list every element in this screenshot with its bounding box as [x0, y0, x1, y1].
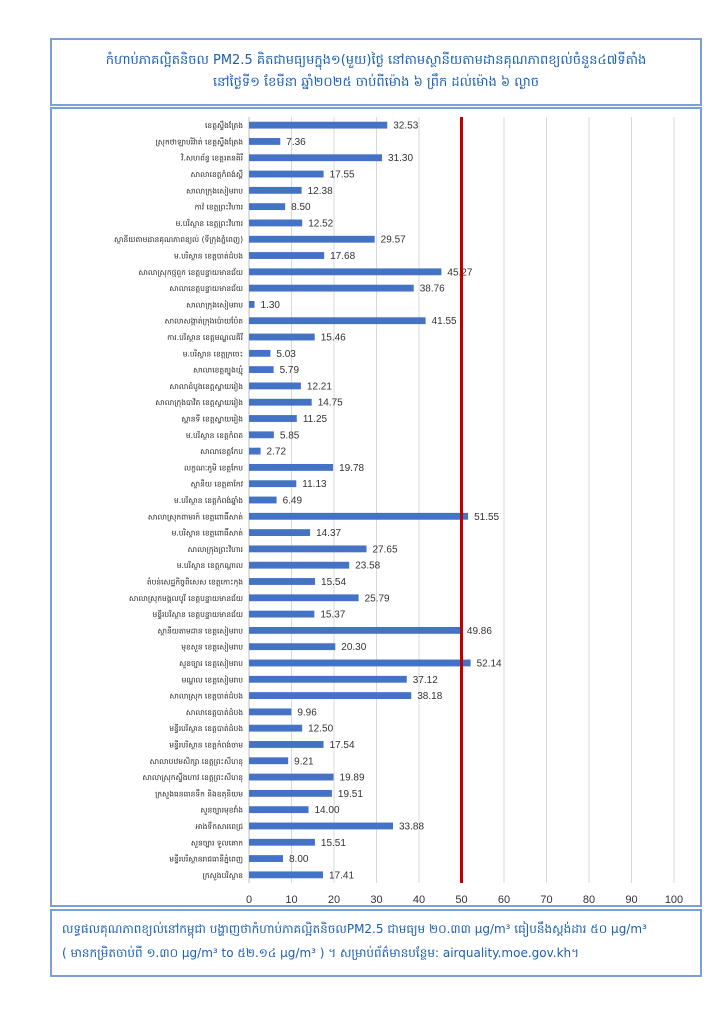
bar	[249, 806, 309, 813]
value-label: 12.52	[308, 218, 334, 230]
x-tick-label: 40	[412, 894, 426, 905]
x-tick-label: 0	[245, 894, 253, 905]
category-label: សាលាក្រុងព្រះវិហារ	[187, 544, 243, 554]
category-label: ស្ពានទី ខេត្តស្វាយរៀង	[181, 414, 243, 424]
value-label: 25.79	[364, 593, 390, 605]
value-label: 12.50	[308, 723, 334, 735]
chart-title-box	[50, 38, 702, 106]
category-label: សាលាខេត្តកែប	[200, 447, 243, 457]
x-tick-label: 30	[370, 894, 383, 905]
category-label: ម.បរិស្ថាន ខេត្តព្រះវិហារ	[175, 218, 243, 228]
value-label: 23.58	[355, 560, 381, 572]
value-label: 15.51	[320, 837, 346, 849]
value-label: 1.30	[260, 299, 280, 311]
category-label: មន្ទីរបរិស្ថាន ខេត្តបន្ទាយមានជ័យ	[152, 610, 243, 620]
value-label: 5.85	[279, 430, 300, 442]
bar	[249, 382, 301, 389]
bar	[249, 643, 335, 650]
bar	[249, 285, 414, 292]
value-label: 7.36	[286, 136, 306, 148]
category-label: ម.បរិស្ថាន ខេត្តកំពង់ឆ្នាំង	[173, 496, 243, 505]
bar	[249, 594, 359, 601]
category-label: ការ.បរិស្ថាន ខេត្តមណ្ឌលគិរី	[167, 333, 243, 343]
bar	[249, 823, 393, 830]
bar	[249, 399, 312, 406]
bar	[249, 839, 315, 846]
category-label: កាវ៉ ខេត្តព្រះវិហារ	[194, 202, 243, 212]
category-label: សាលាស្រុកពាមរក៍ ខេត្តពោធិ៍សាត់	[147, 512, 243, 522]
category-label: តំបន់សេដ្ឋកិច្ចពិសេស ខេត្តកោះកុង	[146, 577, 243, 587]
category-label: ម.បរិស្ថាន ខេត្តកណ្ដាល	[176, 561, 243, 571]
value-label: 29.57	[380, 234, 406, 246]
x-tick-label: 20	[327, 894, 341, 905]
value-label: 15.46	[320, 332, 346, 344]
category-label: ក្រសួងធនធានទឹក និងឧតុនិយម	[155, 789, 243, 799]
category-label: ម.បរិស្ថាន ខេត្តបាត់ដំបង	[173, 251, 243, 261]
value-label: 2.72	[266, 446, 287, 458]
value-label: 15.54	[321, 576, 347, 588]
bar	[249, 757, 288, 764]
value-label: 52.14	[476, 658, 502, 670]
category-label: ស្ថានីយ ខេត្តតាកែវ	[190, 479, 243, 489]
x-tick-label: 50	[455, 894, 468, 905]
value-label: 19.51	[337, 788, 363, 800]
category-label: សាលាខេត្តបាត់ដំបង	[185, 707, 243, 717]
category-label: សាលាបឋមសិក្សា ខេត្តព្រះសីហនុ	[149, 756, 243, 766]
bar	[249, 415, 297, 422]
x-tick-label: 80	[582, 894, 596, 905]
bar	[249, 220, 302, 227]
value-label: 8.00	[289, 854, 309, 866]
bar	[249, 334, 315, 341]
category-label: សួនច្បារមុខវាំង	[200, 805, 243, 815]
summary-footer	[50, 909, 702, 977]
bar	[249, 236, 375, 243]
category-label: ក្រសួងបរិស្ថាន	[202, 870, 243, 880]
category-label: វិ.សហព័ន្ធ ខេត្តរតនគិរី	[181, 153, 243, 163]
category-label: សួនច្បារ ទួលគោក	[190, 838, 243, 848]
value-label: 17.68	[330, 251, 356, 263]
value-label: 31.30	[388, 153, 414, 165]
category-label: សាលាខេត្តបន្ទាយមានជ័យ	[169, 284, 243, 294]
value-label: 5.03	[276, 348, 296, 360]
value-label: 15.37	[320, 609, 346, 621]
category-label: សាលាស្រុកថ្មពួក ខេត្តបន្ទាយមានជ័យ	[138, 267, 243, 277]
bar	[249, 171, 324, 178]
value-label: 32.53	[393, 120, 419, 132]
category-label: សាលាក្រុងបាវិត ខេត្តស្វាយរៀង	[155, 398, 243, 408]
bar	[249, 676, 407, 683]
value-label: 37.12	[412, 674, 438, 686]
x-tick-label: 100	[664, 894, 684, 905]
bar	[249, 366, 274, 373]
bar	[249, 562, 349, 569]
category-label: មន្ទីរបរិស្ថាន ខេត្តកំពង់ចាម	[169, 740, 243, 750]
info-link[interactable]: airquality.moe.gov.kh	[442, 946, 572, 960]
bar	[249, 513, 468, 520]
value-label: 14.00	[314, 805, 340, 817]
value-label: 12.21	[306, 381, 332, 393]
chart-title-line-1: កំហាប់ភាគល្អិតនិចល PM2.5 គិតជាមធ្យមក្នុង១(មួយ)ថ្ងៃ នៅតាមស្ថានីយតាមដានគុណភាពខ្យល់ចំនួន៤៧ទីតាំង	[105, 53, 647, 68]
category-label: ស្រុកថាឡាបរិវ៉ាត់ ខេត្តស្ទឹងត្រែង	[155, 137, 243, 147]
category-label: មន្ទីរបរិស្ថានរាជធានីភ្នំពេញ	[169, 854, 243, 864]
bar	[249, 790, 332, 797]
bar	[249, 350, 270, 357]
value-label: 11.13	[302, 479, 327, 491]
value-label: 12.38	[307, 185, 333, 197]
x-tick-label: 10	[285, 894, 298, 905]
bar	[249, 122, 387, 129]
value-label: 17.41	[328, 870, 355, 882]
value-label: 8.50	[291, 202, 311, 214]
summary-line-2-text: ( មានកម្រិតចាប់ពី ១.៣០ µg/m³ to ៥២.១៤ µg/m³ ) ។ សម្រាប់ព័ត៌មានបន្ថែម:	[62, 946, 440, 960]
category-label: សាលាក្រុងសៀមរាប	[186, 186, 243, 196]
value-label: 49.86	[466, 625, 492, 637]
value-label: 14.75	[317, 397, 343, 409]
bar	[249, 855, 283, 862]
category-label: សាលាសង្កាត់ក្រុងប៉ោយប៉ែត	[164, 316, 243, 326]
bar	[249, 431, 274, 438]
category-label: សាលាខេត្តកំពង់ស្ពឺ	[190, 170, 243, 180]
category-label: សាលាក្រុងសៀមរាប	[186, 300, 243, 310]
value-label: 17.55	[329, 169, 355, 181]
category-label: ម.បរិស្ថាន ខេត្តក្រចេះ	[182, 349, 243, 359]
category-label: ម.បរិស្ថាន ខេត្តពោធិ៍សាត់	[171, 528, 243, 538]
value-label: 38.18	[417, 691, 443, 703]
category-label: មណ្ឌល ខេត្តសៀមរាប	[181, 675, 243, 685]
value-label: 27.65	[372, 544, 398, 556]
category-label: ស្ថានីយតាមដានគុណភាពខ្យល់ (ទីក្រុងភ្នំពេញ)	[114, 235, 243, 245]
value-label: 41.55	[431, 316, 457, 328]
bar	[249, 774, 334, 781]
bar	[249, 545, 367, 552]
bar	[249, 627, 461, 634]
category-label: សាលាស្រុក ខេត្តបាត់ដំបង	[169, 691, 243, 701]
category-label: សាលាស្រុកមង្គលបូរី ខេត្តបន្ទាយមានជ័យ	[128, 593, 243, 603]
value-label: 9.21	[294, 756, 314, 768]
bar	[249, 154, 382, 161]
value-label: 20.30	[341, 642, 367, 654]
category-label: មន្ទីរបរិស្ថាន ខេត្តបាត់ដំបង	[169, 724, 243, 734]
bar	[249, 578, 315, 585]
summary-line-2-end: ។	[571, 946, 580, 960]
bar	[249, 725, 302, 732]
value-label: 38.76	[419, 283, 445, 295]
value-label: 19.89	[339, 772, 365, 784]
bar	[249, 529, 310, 536]
bar	[249, 138, 280, 145]
value-label: 14.37	[316, 528, 342, 540]
bar	[249, 187, 302, 194]
category-label: សាលាស្រុកស្ទឹងហាវ ខេត្តព្រះសីហនុ	[142, 773, 243, 783]
value-label: 33.88	[398, 821, 425, 833]
bar	[249, 268, 441, 275]
value-label: 5.79	[279, 365, 300, 377]
bar	[249, 497, 277, 504]
bar	[249, 611, 314, 618]
chart-title-line-2: នៅថ្ងៃទី១ ខែមីនា ឆ្នាំ២០២៥ ចាប់ពីម៉ោង ៦ ព្រឹក ដល់ម៉ោង ៦ ល្ងាច	[212, 75, 540, 90]
bar	[249, 480, 296, 487]
summary-line-2	[62, 941, 690, 965]
value-label: 9.96	[297, 707, 317, 719]
value-label: 17.54	[329, 739, 355, 751]
x-tick-label: 90	[625, 894, 638, 905]
bar	[249, 871, 323, 878]
value-label: 19.78	[339, 462, 365, 474]
x-tick-label: 70	[540, 894, 553, 905]
bar	[249, 708, 291, 715]
category-label: សាលាខេត្តត្បូងឃ្មុំ	[193, 365, 243, 375]
category-label: ស្ថានីយតាមដាន ខេត្តសៀមរាប	[157, 626, 243, 636]
bar	[249, 252, 324, 259]
bar	[249, 203, 285, 210]
category-label: អាងទឹកសារពេជ្រ	[195, 821, 243, 831]
bar	[249, 301, 255, 308]
x-tick-label: 60	[497, 894, 511, 905]
bar	[249, 692, 411, 699]
category-label: លក្ខណៈភូមិ ខេត្តកែប	[183, 463, 243, 473]
bar	[249, 448, 261, 455]
bar	[249, 464, 333, 471]
bar	[249, 660, 471, 667]
category-label: ម.បរិស្ថាន ខេត្តកំពត	[185, 430, 243, 440]
category-label: ខេត្តស្ទឹងត្រែង	[205, 121, 243, 131]
category-label: សាលាដំបូងខេត្តស្វាយរៀង	[169, 381, 243, 391]
value-label: 6.49	[282, 495, 303, 507]
bar	[249, 741, 324, 748]
value-label: 11.25	[302, 414, 328, 426]
pm25-bar-chart	[52, 109, 700, 905]
value-label: 45.27	[447, 267, 473, 279]
category-label: មុខសួន ខេត្តសៀមរាប	[181, 642, 243, 652]
chart-area	[50, 107, 702, 907]
category-label: សួនច្បារ ខេត្តសៀមរាប	[179, 658, 243, 668]
summary-line-1: លទ្ធផលគុណភាពខ្យល់នៅកម្ពុជា បង្ហាញថាកំហាប់ភាគល្អិតនិចលPM2.5 ជាមធ្យម ២០.៣៣ µg/m³ ធៀបនឹងស្តង់ដារ ៥០ µg/m³	[62, 922, 647, 936]
bar	[249, 317, 426, 324]
value-label: 51.55	[474, 511, 500, 523]
